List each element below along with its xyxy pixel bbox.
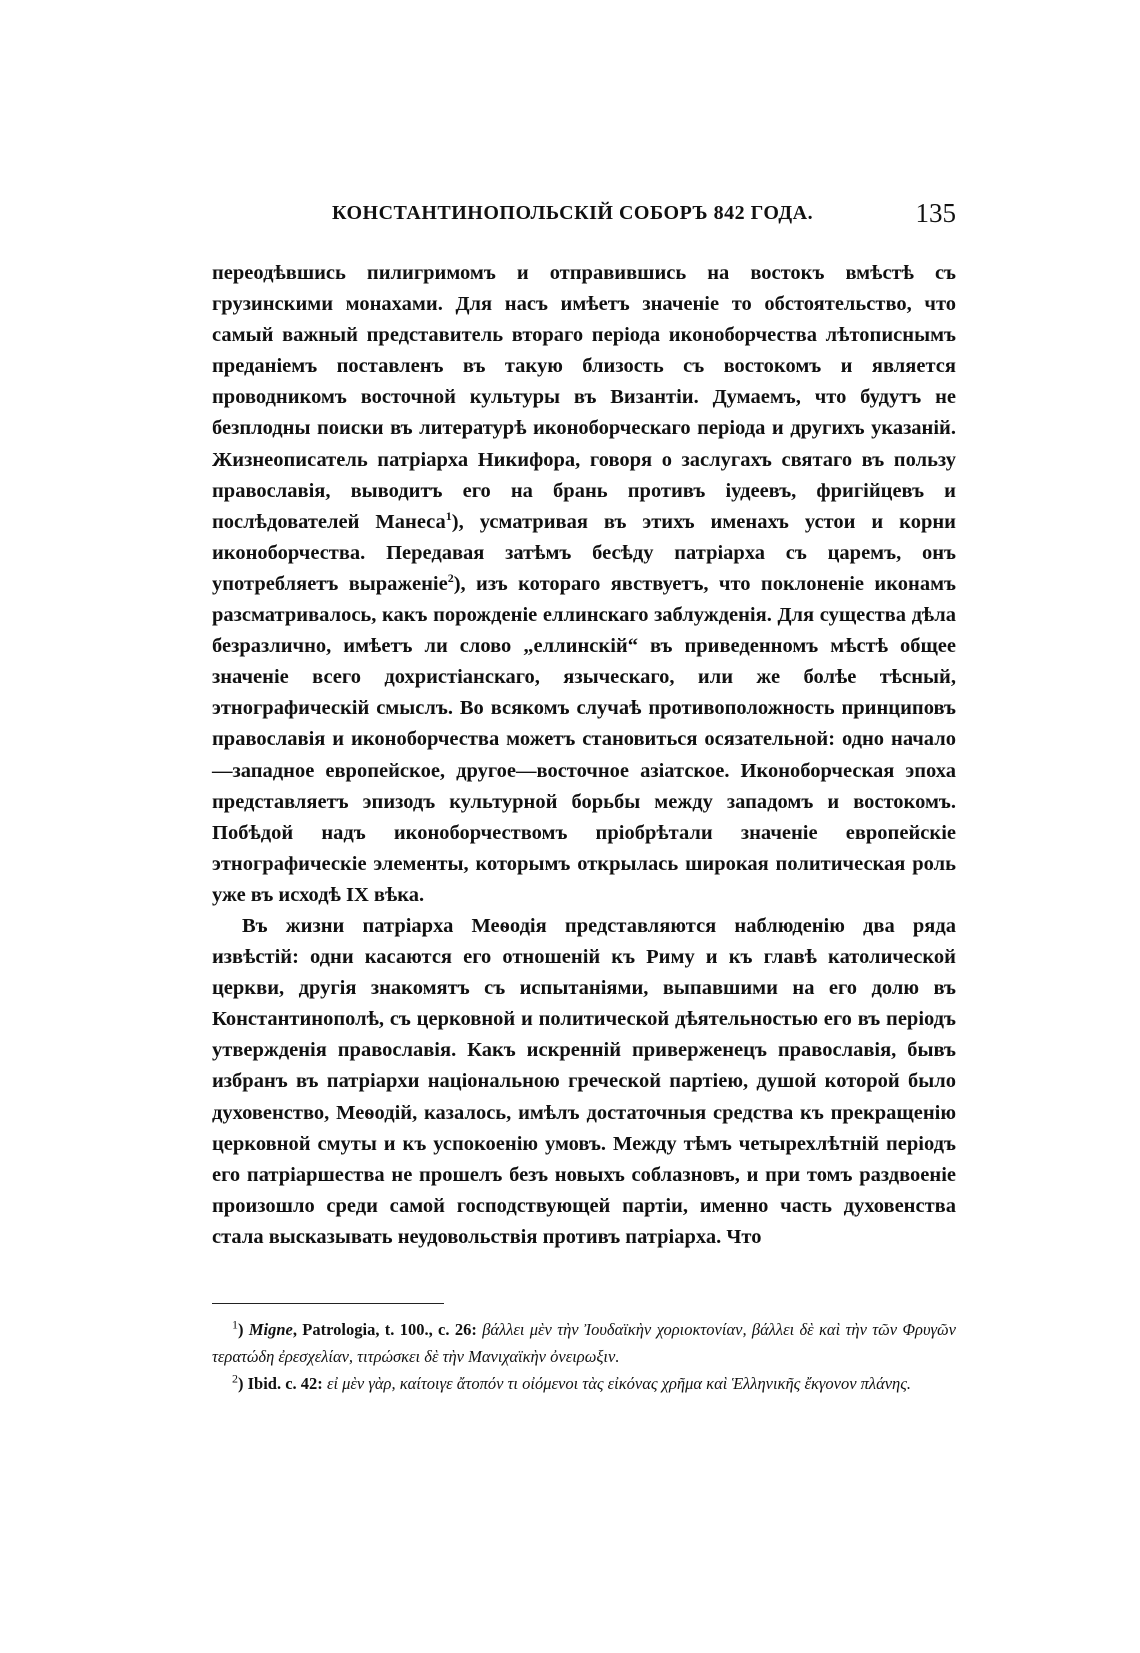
- footnote-2-text: εἰ μὲν γὰρ, καίτοιγε ἄτοπόν τι οἰόμενοι τὰς εἰκόνας χρῆμα καὶ Ἑλληνικῆς ἔκγονον πλάνης.: [326, 1374, 912, 1393]
- footnote-rule: [212, 1303, 444, 1304]
- footnote-1-text: βάλλει μὲν τὴν Ἰουδαϊκὴν χοριοκτονίαν, βάλλει δὲ καὶ τὴν τῶν Φρυγῶν τερατώδη ἐρεσχελίαν, τιτρώσκει δὲ τὴν Μανιχαϊκὴν ὀνειρωξιν.: [212, 1320, 956, 1366]
- footnote-2-reference: Ibid. c. 42:: [247, 1374, 323, 1393]
- footnotes: [212, 1316, 956, 1397]
- paragraph-1-part-2: ), усматривая въ этихъ именахъ устои и корни иконоборчества. Передавая затѣмъ бесѣду патріарха съ царемъ, онъ употребляетъ выраженіе: [212, 510, 956, 595]
- footnote-2-label: 2: [232, 1371, 238, 1386]
- footnote-1: $^1$) Migne, Patrologia, t. 100., c. 26: βάλλει μὲν τὴν Ἰουδαϊκὴν χοριοκτονίαν, βάλλει δὲ καὶ τὴν τῶν Φρυγῶν τερατώδη ἐρεσχελίαν, τιτρώσκει δὲ τὴν Μανιχαϊκὴν ὀνειρωξιν.: [212, 1317, 956, 1366]
- footnote-ref-2: 2: [447, 571, 454, 586]
- paragraph-2: Въ жизни патріарха Меѳодія представляются наблюденію два ряда извѣстій: одни касаются его отношеній къ Риму и къ главѣ католической церкви, другія знакомятъ съ испытаніями, выпавшими на его долю въ Константинополѣ, съ церковной и политической дѣятельностью его въ періодъ утвержденія православія. Какъ искренній приверженецъ православія, бывъ избранъ въ патріархи національною греческой партіею, душой которой было духовенство, Меѳодій, казалось, имѣлъ достаточныя средства къ прекращенію церковной смуты и къ успокоенію умовъ. Между тѣмъ четырехлѣтній періодъ его патріаршества не прошелъ безъ новыхъ соблазновъ, и при томъ раздвоеніе произошло среди самой господствующей партіи, именно часть духовенства стала высказывать неудовольствія противъ патріарха. Что: [212, 914, 956, 1248]
- main-text: [212, 258, 956, 1253]
- footnote-1-label: 1: [232, 1317, 238, 1332]
- footnote-1-author: Migne: [248, 1320, 293, 1339]
- page-number: 135: [915, 198, 956, 228]
- running-head: КОНСТАНТИНОПОЛЬСКІЙ СОБОРЪ 842 ГОДА.: [332, 202, 814, 224]
- paragraph-1-part-1: переодѣвшись пилигримомъ и отправившись на востокъ вмѣстѣ съ грузинскими монахами. Для насъ имѣетъ значеніе то обстоятельство, что самый важный представитель втораго періода иконоборчества лѣтописнымъ преданіемъ поставленъ въ такую близость съ востокомъ и является проводникомъ восточной культуры въ Византіи. Думаемъ, что будутъ не безплодны поиски въ литературѣ иконоборческаго періода и другихъ указаній. Жизнеописатель патріарха Никифора, говоря о заслугахъ святаго въ пользу православія, выводитъ его на брань противъ іудеевъ, фригійцевъ и послѣдователей Манеса: [212, 262, 956, 533]
- footnote-2: $^2$) Ibid. c. 42: εἰ μὲν γὰρ, καίτοιγε ἄτοπόν τι οἰόμενοι τὰς εἰκόνας χρῆμα καὶ Ἑλληνικῆς ἔκγονον πλάνης.: [232, 1371, 912, 1393]
- paragraph-1-part-3: ), изъ котораго явствуетъ, что поклоненіе иконамъ разсматривалось, какъ порожденіе еллинскаго заблужденія. Для существа дѣла безразлично, имѣетъ ли слово „еллинскій“ въ приведенномъ мѣстѣ общее значеніе всего дохристіанскаго, языческаго, или же болѣе тѣсный, этнографическій смыслъ. Во всякомъ случаѣ противоположность принциповъ православія и иконоборчества можетъ становиться осязательной: одно начало—западное европейское, другое—восточное азіатское. Иконоборческая эпоха представляетъ эпизодъ культурной борьбы между западомъ и востокомъ. Побѣдой надъ иконоборчествомъ пріобрѣтали значеніе европейскіе этнографическіе элементы, которымъ открылась широкая политическая роль уже въ исходѣ IX вѣка.: [212, 572, 956, 906]
- page-header: [212, 198, 956, 236]
- footnote-ref-1: 1: [445, 508, 452, 523]
- paragraph-1: [212, 258, 956, 911]
- footnote-1-reference: , Patrologia, t. 100., c. 26:: [292, 1320, 477, 1339]
